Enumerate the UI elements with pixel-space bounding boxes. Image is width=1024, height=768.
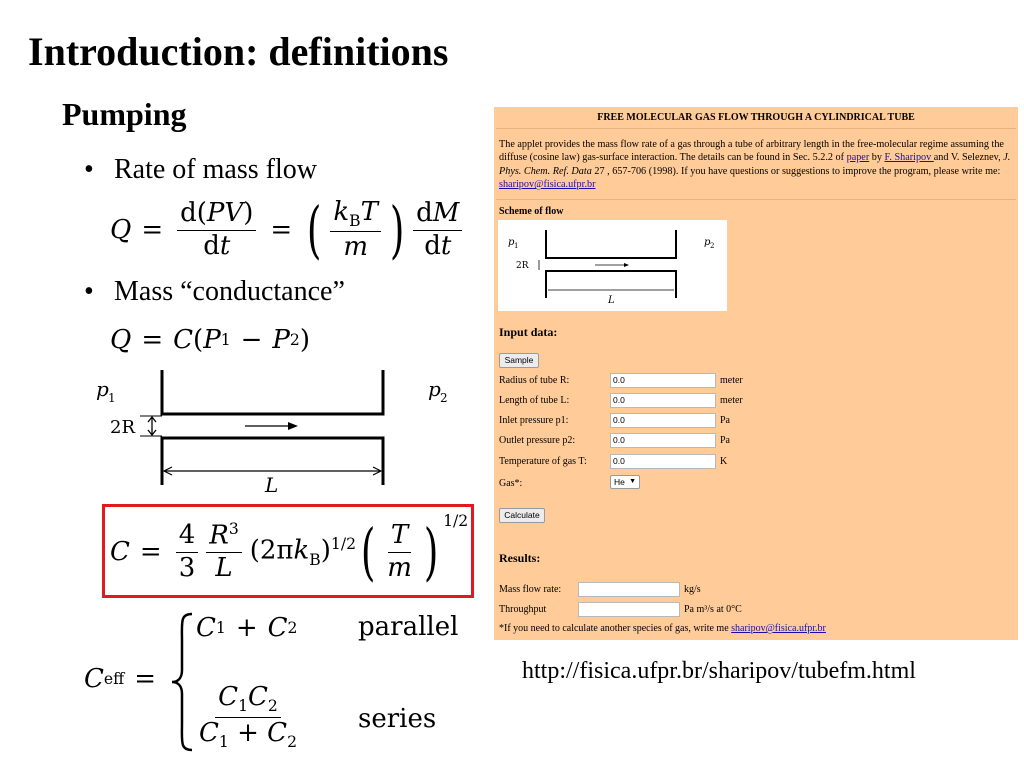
series-label: series [358, 704, 437, 734]
calculate-button[interactable]: Calculate [499, 508, 545, 523]
svg-text:2R: 2R [516, 261, 529, 271]
dropdown-arrow-icon: ▼ [629, 478, 636, 485]
mass-flow-unit: kg/s [684, 584, 701, 595]
temperature-input[interactable]: 0.0 [610, 454, 716, 469]
inlet-pressure-input[interactable]: 0.0 [610, 413, 716, 428]
bullet-text: Mass “conductance” [114, 276, 345, 307]
footnote: *If you need to calculate another species of gas, write me sharipov@fisica.ufpr.br [499, 623, 826, 634]
temperature-label: Temperature of gas T: [499, 456, 587, 467]
equation-conductance: Q = C ( P 1 − P 2 ) [110, 325, 310, 355]
gas-label: Gas*: [499, 478, 523, 489]
parallel-label: parallel [358, 612, 459, 642]
svg-text:1: 1 [514, 242, 519, 250]
outlet-pressure-unit: Pa [720, 435, 730, 446]
length-input[interactable]: 0.0 [610, 393, 716, 408]
inlet-pressure-label: Inlet pressure p1: [499, 415, 569, 426]
throughput-label: Throughput [499, 604, 547, 615]
radius-input[interactable]: 0.0 [610, 373, 716, 388]
radius-label: 2R [110, 417, 136, 438]
inlet-pressure-unit: Pa [720, 415, 730, 426]
author-link[interactable]: F. Sharipov [884, 152, 934, 164]
bullet-rate-of-mass-flow [84, 154, 317, 186]
equation-conductance-formula: C = $\frac{4}{3}$ $\frac{R^3}{L}$ $(2\pi k_B)^{1/2}$ ( $\frac{T}{m}$ ) $^{1/2}$ [110, 512, 469, 588]
equation-parallel: C 1 + C 2 [196, 613, 298, 643]
svg-text:p: p [508, 237, 515, 248]
scheme-image [498, 220, 727, 311]
radius-field-label: Radius of tube R: [499, 375, 570, 386]
footnote-email-link[interactable]: sharipov@fisica.ufpr.br [731, 623, 826, 634]
outlet-pressure-input[interactable]: 0.0 [610, 433, 716, 448]
svg-text:p: p [704, 237, 711, 248]
sample-button[interactable]: Sample [499, 353, 539, 368]
bullet-text: Rate of mass flow [114, 154, 317, 185]
divider [496, 128, 1016, 129]
tube-flow-diagram [90, 368, 470, 498]
input-data-heading: Input data: [499, 325, 558, 339]
p1-label: p [96, 377, 109, 401]
p2-sub: 2 [440, 391, 448, 405]
scheme-heading: Scheme of flow [499, 206, 564, 217]
divider [496, 199, 1016, 200]
tube-upper-wall [162, 370, 383, 414]
throughput-output[interactable] [578, 602, 680, 617]
p1-sub: 1 [108, 391, 116, 405]
mass-flow-label: Mass flow rate: [499, 584, 562, 595]
slide-title: Introduction: definitions [28, 29, 449, 74]
outlet-pressure-label: Outlet pressure p2: [499, 435, 576, 446]
equation-mass-flow-rate: Q = $\frac{d(PV)}{dt}$ = ( $\frac{k_BT}{m}$ ) $\frac{dM}{dt}$ [110, 190, 466, 270]
svg-text:2: 2 [710, 242, 715, 250]
applet-description: The applet provides the mass flow rate of a gas through a tube of arbitrary length in the free-molecular regime assuming the diffuse (cosine law) gas-surface interaction. The details can be found in Sec. 5.2.2 of paper by F. Sharipov and V. Seleznev, J. Phys. Chem. Ref. Data 27 , 657-706 (1998). If you have questions or suggestions to improve the program, please write me: sharipov@fisica.ufpr.br [499, 139, 1011, 191]
slide-subtitle: Pumping [62, 96, 187, 132]
equation-effective-label: C eff = [84, 664, 157, 694]
applet-title: FREE MOLECULAR GAS FLOW THROUGH A CYLINDRICAL TUBE [597, 112, 915, 123]
length-unit: meter [720, 395, 743, 406]
email-link[interactable]: sharipov@fisica.ufpr.br [499, 179, 596, 191]
p2-label: p [428, 377, 441, 401]
paper-link[interactable]: paper [846, 152, 870, 164]
length-label: L [265, 473, 279, 497]
svg-text:L: L [608, 295, 615, 306]
applet-panel [494, 107, 1018, 640]
bullet-mass-conductance [84, 276, 345, 308]
temperature-unit: K [720, 456, 728, 467]
mass-flow-output[interactable] [578, 582, 680, 597]
bullet-dot: • [84, 276, 94, 307]
length-field-label: Length of tube L: [499, 395, 570, 406]
results-heading: Results: [499, 551, 541, 565]
radius-unit: meter [720, 375, 743, 386]
applet-url: http://fisica.ufpr.br/sharipov/tubefm.html [522, 658, 916, 684]
bullet-dot: • [84, 154, 94, 185]
throughput-unit: Pa m³/s at 0°C [684, 604, 742, 615]
gas-select[interactable]: He ▼ [610, 475, 640, 489]
equation-series: $\frac{C_1C_2}{C_1 + C_2}$ [199, 681, 297, 751]
